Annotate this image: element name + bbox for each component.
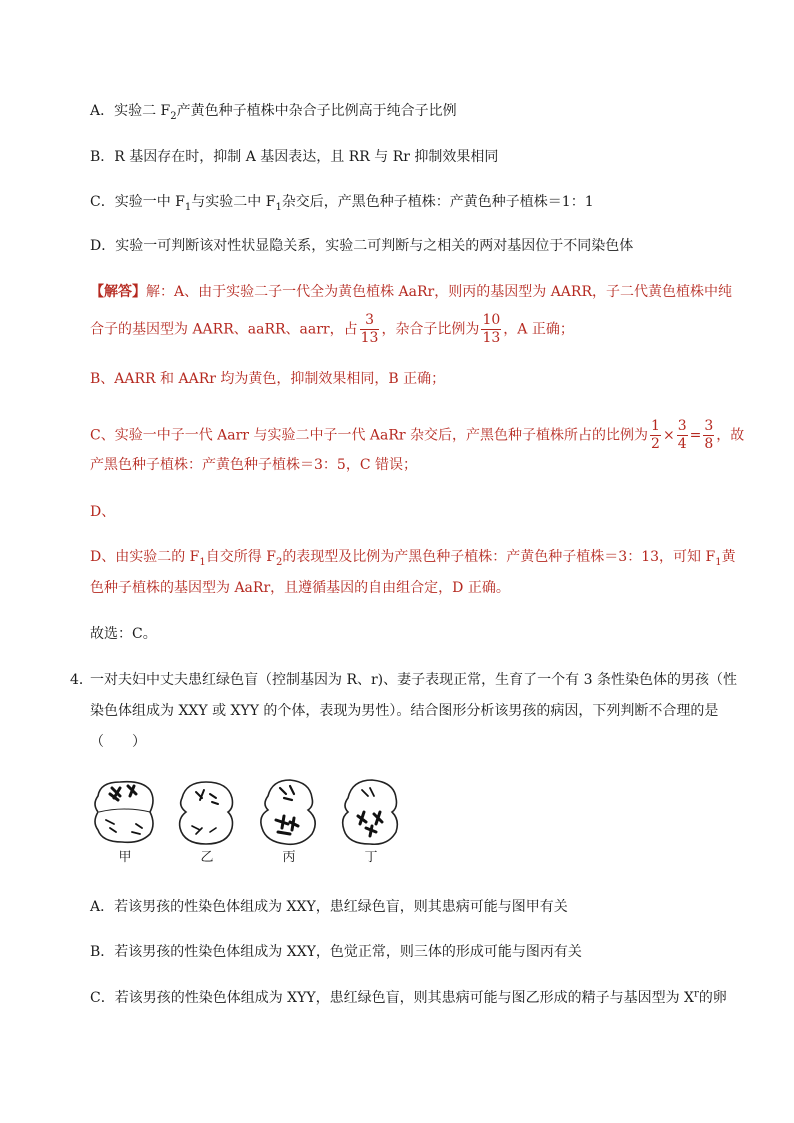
cell-bing-image	[254, 776, 324, 848]
answer-line-7: D、由实验二的 $F_1$自交所得 $F_2$的表现型及比例为产黑色种子植株：产黄色种子植株＝3：13，可知 $F_1$黄	[90, 549, 736, 568]
q3-option-a: A．实验二 $F_2$产黄色种子植株中杂合子比例高于纯合子比例	[90, 103, 457, 122]
q3-option-c: C．实验一中 $F_1$与实验二中 $F_1$杂交后，产黑色种子植株：产黄色种子植株＝1：1	[90, 194, 594, 213]
cell-division-figure	[90, 776, 420, 868]
q4-stem-line-2: 染色体组成为 XXY 或 XYY 的个体，表现为男性）。结合图形分析该男孩的病因，下列判断不合理的是	[90, 703, 719, 719]
answer-line-1: 【解答】解：A、由于实验二子一代全为黄色植株 AaRr，则丙的基因型为 AARR，子二代黄色植株中纯	[90, 284, 733, 300]
q3-option-d: D．实验一可判断该对性状显隐关系，实验二可判断与之相关的两对基因位于不同染色体	[90, 238, 634, 254]
fraction-3-4: $\frac{3}{4}$	[677, 418, 687, 452]
q3-option-b: B．R 基因存在时，抑制 A 基因表达，且 RR 与 Rr 抑制效果相同	[90, 149, 499, 165]
answer-line-3: B、AARR 和 AARr 均为黄色，抑制效果相同，B 正确；	[90, 371, 446, 387]
fraction-1-2: $\frac{1}{2}$	[651, 418, 660, 452]
answer-line-4: C、实验一中子一代 Aarr 与实验二中子一代 AaRr 杂交后，产黑色种子植株所占的比例为 $\frac{1}{2}$ × $\frac{3}{4}$ = $\frac{3}{8}$ ，故	[90, 418, 745, 452]
q4-option-c: C．若该男孩的性染色体组成为 XYY，患红绿色盲，则其患病可能与图乙形成的精子与基因型为 $X^r$的卵	[90, 988, 727, 1006]
q4-option-b: B．若该男孩的性染色体组成为 XXY，色觉正常，则三体的形成可能与图丙有关	[90, 944, 582, 960]
answer-label: 【解答】	[90, 284, 146, 300]
answer-line-2: 合子的基因型为 AARR、aaRR、aarr，占 $\frac{3}{13}$ ，杂合子比例为 $\frac{10}{13}$ ，A 正确；	[90, 312, 574, 346]
answer-line-5: 产黑色种子植株：产黄色种子植株＝3：5，C 错误；	[90, 457, 417, 473]
q4-option-a: A．若该男孩的性染色体组成为 XXY，患红绿色盲，则其患病可能与图甲有关	[90, 899, 568, 915]
q4-stem-blank: （ ）	[90, 734, 146, 750]
cell-jia-image	[90, 776, 160, 848]
cell-label-bing: 丙	[282, 850, 296, 865]
fraction-3-13: $\frac{3}{13}$	[360, 312, 379, 346]
answer-choice: 故选：C。	[90, 626, 157, 642]
question-number: 4．	[70, 672, 93, 688]
cell-label-yi: 乙	[200, 850, 214, 865]
cell-yi-image	[172, 776, 242, 848]
cell-ding-image	[336, 776, 406, 848]
cell-label-jia: 甲	[118, 850, 132, 865]
fraction-3-8: $\frac{3}{8}$	[704, 418, 714, 452]
answer-line-8: 色种子植株的基因型为 AaRr，且遵循基因的自由组合定，D 正确。	[90, 580, 510, 596]
cell-label-ding: 丁	[364, 850, 378, 865]
answer-line-6: D、	[90, 504, 116, 520]
q4-stem-line-1: 一对夫妇中丈夫患红绿色盲（控制基因为 R、r)、妻子表现正常，生育了一个有 3 条性染色体的男孩（性	[90, 672, 737, 688]
fraction-10-13: $\frac{10}{13}$	[482, 312, 501, 346]
